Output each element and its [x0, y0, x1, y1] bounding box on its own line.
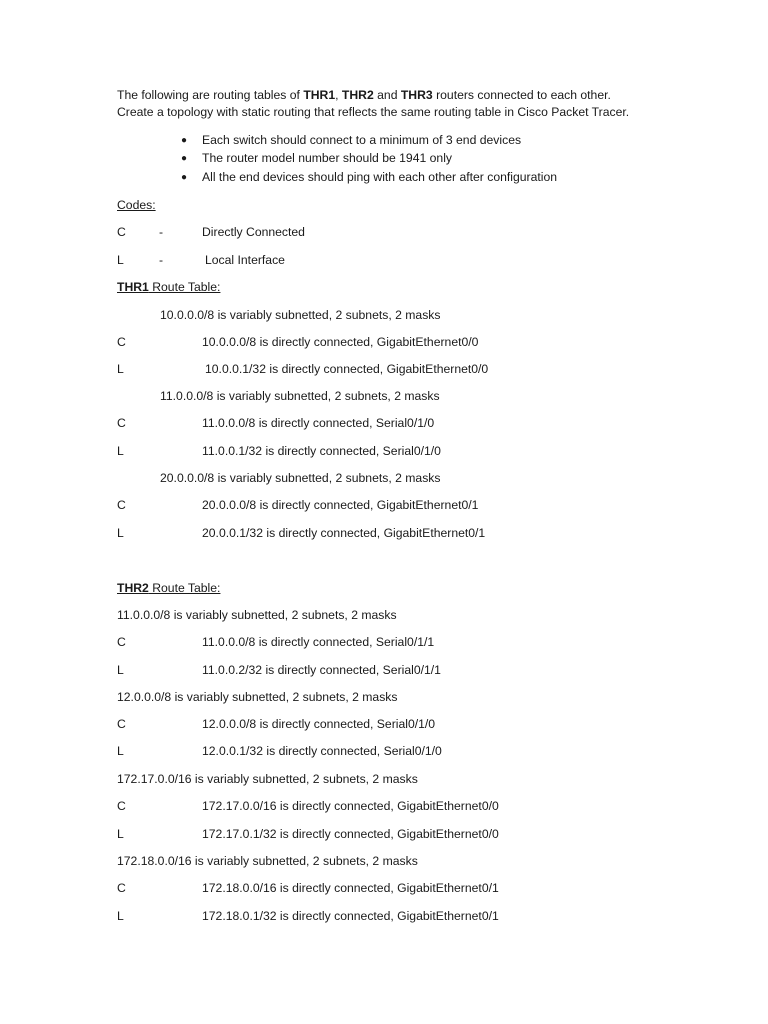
route-entry: 12.0.0.0/8 is directly connected, Serial0/1/0: [202, 717, 436, 731]
route-entry: 12.0.0.1/32 is directly connected, Serial0/1/0: [202, 744, 442, 758]
route-entry: 10.0.0.0/8 is directly connected, GigabitEthernet0/0: [202, 335, 479, 349]
thr1-heading-suffix: Route Table:: [148, 280, 221, 294]
code-dash: -: [159, 253, 164, 267]
bullet-icon: ●: [181, 153, 188, 164]
requirement-item: All the end devices should ping with each other after configuration: [202, 170, 558, 184]
route-entry: 20.0.0.1/32 is directly connected, GigabitEthernet0/1: [202, 526, 486, 540]
thr2-router-label: THR2: [117, 581, 149, 595]
route-code: L: [117, 909, 124, 923]
thr1-table-heading: [117, 279, 220, 295]
requirement-item: The router model number should be 1941 only: [202, 151, 452, 165]
router-name-thr3: THR3: [400, 88, 433, 102]
intro-separator: and: [373, 88, 401, 102]
thr2-table-heading: [117, 580, 220, 596]
code-description: Directly Connected: [202, 225, 305, 239]
route-code: L: [117, 827, 124, 841]
router-name-thr1: THR1: [303, 88, 336, 102]
route-code: C: [117, 881, 126, 895]
route-code: L: [117, 663, 124, 677]
route-code: C: [117, 335, 126, 349]
route-code: C: [117, 416, 126, 430]
route-entry: 11.0.0.0/8 is directly connected, Serial0/1/0: [202, 416, 435, 430]
requirement-item: Each switch should connect to a minimum of 3 end devices: [202, 133, 522, 147]
subnet-line: 11.0.0.0/8 is variably subnetted, 2 subnets, 2 masks: [117, 608, 397, 622]
code-letter: C: [117, 225, 126, 239]
thr2-heading-suffix: Route Table:: [148, 581, 221, 595]
subnet-line: 12.0.0.0/8 is variably subnetted, 2 subnets, 2 masks: [117, 690, 398, 704]
route-entry: 172.17.0.0/16 is directly connected, GigabitEthernet0/0: [202, 799, 499, 813]
route-code: C: [117, 799, 126, 813]
route-code: C: [117, 635, 126, 649]
route-entry: 172.18.0.1/32 is directly connected, GigabitEthernet0/1: [202, 909, 499, 923]
route-entry: 20.0.0.0/8 is directly connected, GigabitEthernet0/1: [202, 498, 479, 512]
code-letter: L: [117, 253, 124, 267]
router-name-thr2: THR2: [341, 88, 374, 102]
route-code: L: [117, 444, 124, 458]
route-entry: 11.0.0.2/32 is directly connected, Serial0/1/1: [202, 663, 441, 677]
code-dash: -: [159, 225, 164, 239]
bullet-icon: ●: [181, 135, 188, 146]
subnet-line: 172.18.0.0/16 is variably subnetted, 2 subnets, 2 masks: [117, 854, 418, 868]
route-entry: 172.18.0.0/16 is directly connected, GigabitEthernet0/1: [202, 881, 499, 895]
route-entry: 172.17.0.1/32 is directly connected, GigabitEthernet0/0: [202, 827, 499, 841]
route-code: C: [117, 498, 126, 512]
subnet-line: 10.0.0.0/8 is variably subnetted, 2 subnets, 2 masks: [160, 308, 441, 322]
thr1-router-label: THR1: [117, 280, 149, 294]
intro-line-1: [117, 87, 611, 103]
route-code: L: [117, 744, 124, 758]
route-entry: 11.0.0.0/8 is directly connected, Serial0/1/1: [202, 635, 435, 649]
route-code: C: [117, 717, 126, 731]
intro-prefix: The following are routing tables of: [117, 88, 304, 102]
subnet-line: 11.0.0.0/8 is variably subnetted, 2 subnets, 2 masks: [160, 389, 440, 403]
bullet-icon: ●: [181, 172, 188, 183]
code-description: Local Interface: [205, 253, 285, 267]
codes-heading: Codes:: [117, 198, 156, 212]
intro-line-2: Create a topology with static routing that reflects the same routing table in Cisco Packet Tracer.: [117, 105, 630, 119]
route-code: L: [117, 526, 124, 540]
subnet-line: 20.0.0.0/8 is variably subnetted, 2 subnets, 2 masks: [160, 471, 441, 485]
subnet-line: 172.17.0.0/16 is variably subnetted, 2 subnets, 2 masks: [117, 772, 418, 786]
route-entry: 10.0.0.1/32 is directly connected, GigabitEthernet0/0: [205, 362, 489, 376]
intro-suffix: routers connected to each other.: [432, 88, 611, 102]
route-code: L: [117, 362, 124, 376]
intro-separator: ,: [335, 88, 342, 102]
route-entry: 11.0.0.1/32 is directly connected, Serial0/1/0: [202, 444, 441, 458]
